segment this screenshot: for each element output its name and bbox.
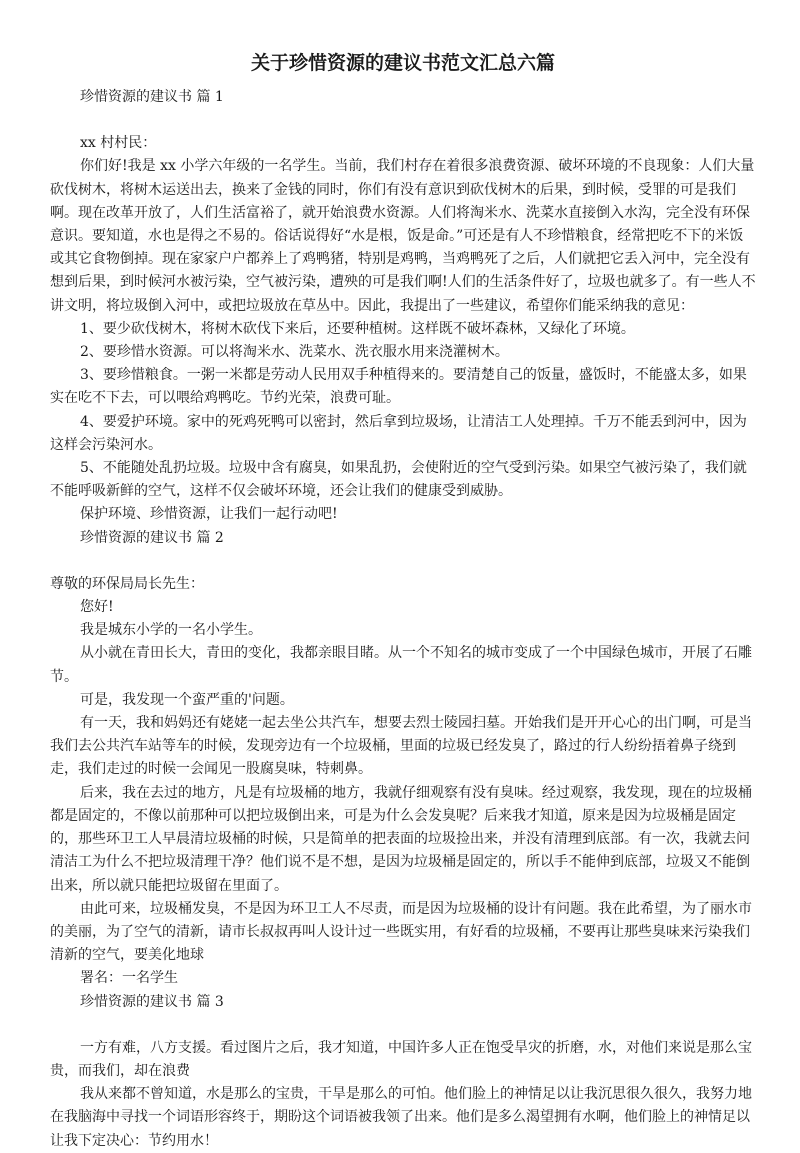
letter3-paragraph: 一方有难，八方支援。看过图片之后，我才知道，中国许多人正在饱受旱灾的折磨，水，对他们来说是那么宝贵，而我们，却在浪费 (50, 1039, 752, 1079)
letter2-paragraph: 从小就在青田长大，青田的变化，我都亲眼目睹。从一个不知名的城市变成了一个中国绿色城市，开展了石雕节。 (50, 645, 752, 685)
letter2-paragraph: 有一天，我和妈妈还有姥姥一起去坐公共汽车，想要去烈士陵园扫墓。开始我们是开开心心的出门啊，可是当我们去公共汽车站等车的时候，发现旁边有一个垃圾桶，里面的垃圾已经发臭了，路过的行人纷纷捂着鼻子绕到走，我们走过的时候一会闻见一股腐臭味，特刺鼻。 (50, 715, 752, 778)
section-heading-2: 珍惜资源的建议书 篇 2 (80, 529, 224, 546)
letter1-paragraph: 4、要爱护环境。家中的死鸡死鸭可以密封，然后拿到垃圾场，让清洁工人处理掉。千万不能丢到河中，因为这样会污染河水。 (50, 413, 747, 453)
letter1-paragraph: 你们好!我是 xx 小学六年级的一名学生。当前，我们村存在着很多浪费资源、破坏环境的不良现象：人们大量砍伐树木，将树木运送出去，换来了金钱的同时，你们有没有意识到砍伐树木的后果，到时候，受罪的可是我们啊。现在改革开放了，人们生活富裕了，就开始浪费水资源。人们将淘米水、洗菜水直接倒入水沟，完全没有环保意识。要知道，水也是得之不易的。俗话说得好“水是根，饭是命。”可还是有人不珍惜粮食，经常把吃不下的米饭或其它食物倒掉。现在家家户户都养上了鸡鸭猪，特别是鸡鸭，当鸡鸭死了之后，人们就把它丢入河中，完全没有想到后果，到时候河水被污染，空气被污染，遭殃的可是我们啊!人们的生活条件好了，垃圾也就多了。有一些人不讲文明，将垃圾倒入河中，或把垃圾放在草丛中。因此，我提出了一些建议，希望你们能采纳我的意见： (50, 158, 756, 314)
document-title: 关于珍惜资源的建议书范文汇总六篇 (250, 52, 555, 74)
signature: 署名：一名学生 (80, 970, 178, 987)
section-heading-3: 珍惜资源的建议书 篇 3 (80, 993, 224, 1010)
salutation-2: 尊敬的环保局局长先生： (50, 575, 204, 592)
blank-line (50, 550, 756, 573)
blank-line (50, 1014, 756, 1037)
letter2-paragraph: 后来，我在去过的地方，凡是有垃圾桶的地方，我就仔细观察有没有臭味。经过观察，我发现，现在的垃圾桶都是固定的，不像以前那种可以把垃圾倒出来，可是为什么会发臭呢？后来我才知道，原来是因为垃圾桶是固定的，那些环卫工人早晨清垃圾桶的时候，只是简单的把表面的垃圾捡出来，并没有清理到底部。有一次，我就去问清洁工为什么不把垃圾清理干净？他们说不是不想，是因为垃圾桶是固定的，所以手不能伸到底部，垃圾又不能倒出来，所以就只能把垃圾留在里面了。 (50, 784, 752, 894)
letter3-paragraph: 我从来都不曾知道，水是那么的宝贵，干旱是那么的可怕。他们脸上的神情足以让我沉思很久很久，我努力地在我脑海中寻找一个词语形容终于，期盼这个词语被我领了出来。他们是多么渴望拥有水啊，他们脸上的神情足以让我下定决心：节约用水！ (50, 1086, 752, 1149)
salutation-1: xx 村村民： (80, 135, 157, 152)
letter1-paragraph: 5、不能随处乱扔垃圾。垃圾中含有腐臭，如果乱扔，会使附近的空气受到污染。如果空气被污染了，我们就不能呼吸新鲜的空气，这样不仅会破坏环境，还会让我们的健康受到威胁。 (50, 460, 747, 500)
letter1-paragraph: 保护环境、珍惜资源，让我们一起行动吧! (80, 506, 338, 523)
letter1-paragraph: 2、要珍惜水资源。可以将淘米水、洗菜水、洗衣服水用来浇灌树木。 (80, 344, 509, 361)
letter1-paragraph: 3、要珍惜粮食。一粥一米都是劳动人民用双手种植得来的。要清楚自己的饭量，盛饭时，不能盛太多，如果实在吃不下去，可以喂给鸡鸭吃。节约光荣，浪费可耻。 (50, 367, 747, 407)
letter1-paragraph: 1、要少砍伐树木，将树木砍伐下来后，还要种植树。这样既不破坏森林，又绿化了环境。 (80, 320, 635, 337)
blank-line (50, 109, 756, 132)
section-heading-1: 珍惜资源的建议书 篇 1 (80, 89, 224, 105)
letter2-paragraph: 由此可来，垃圾桶发臭，不是因为环卫工人不尽责，而是因为垃圾桶的设计有问题。我在此希望，为了丽水市的美丽，为了空气的清新，请市长叔叔再叫人设计过一些既实用，有好看的垃圾桶，不要再让那些臭味来污染我们清新的空气，要美化地球 (50, 900, 752, 964)
letter2-paragraph: 您好! (80, 599, 114, 616)
letter2-paragraph: 我是城东小学的一名小学生。 (80, 622, 262, 639)
letter2-paragraph: 可是，我发现一个蛮严重的'问题。 (80, 691, 294, 708)
